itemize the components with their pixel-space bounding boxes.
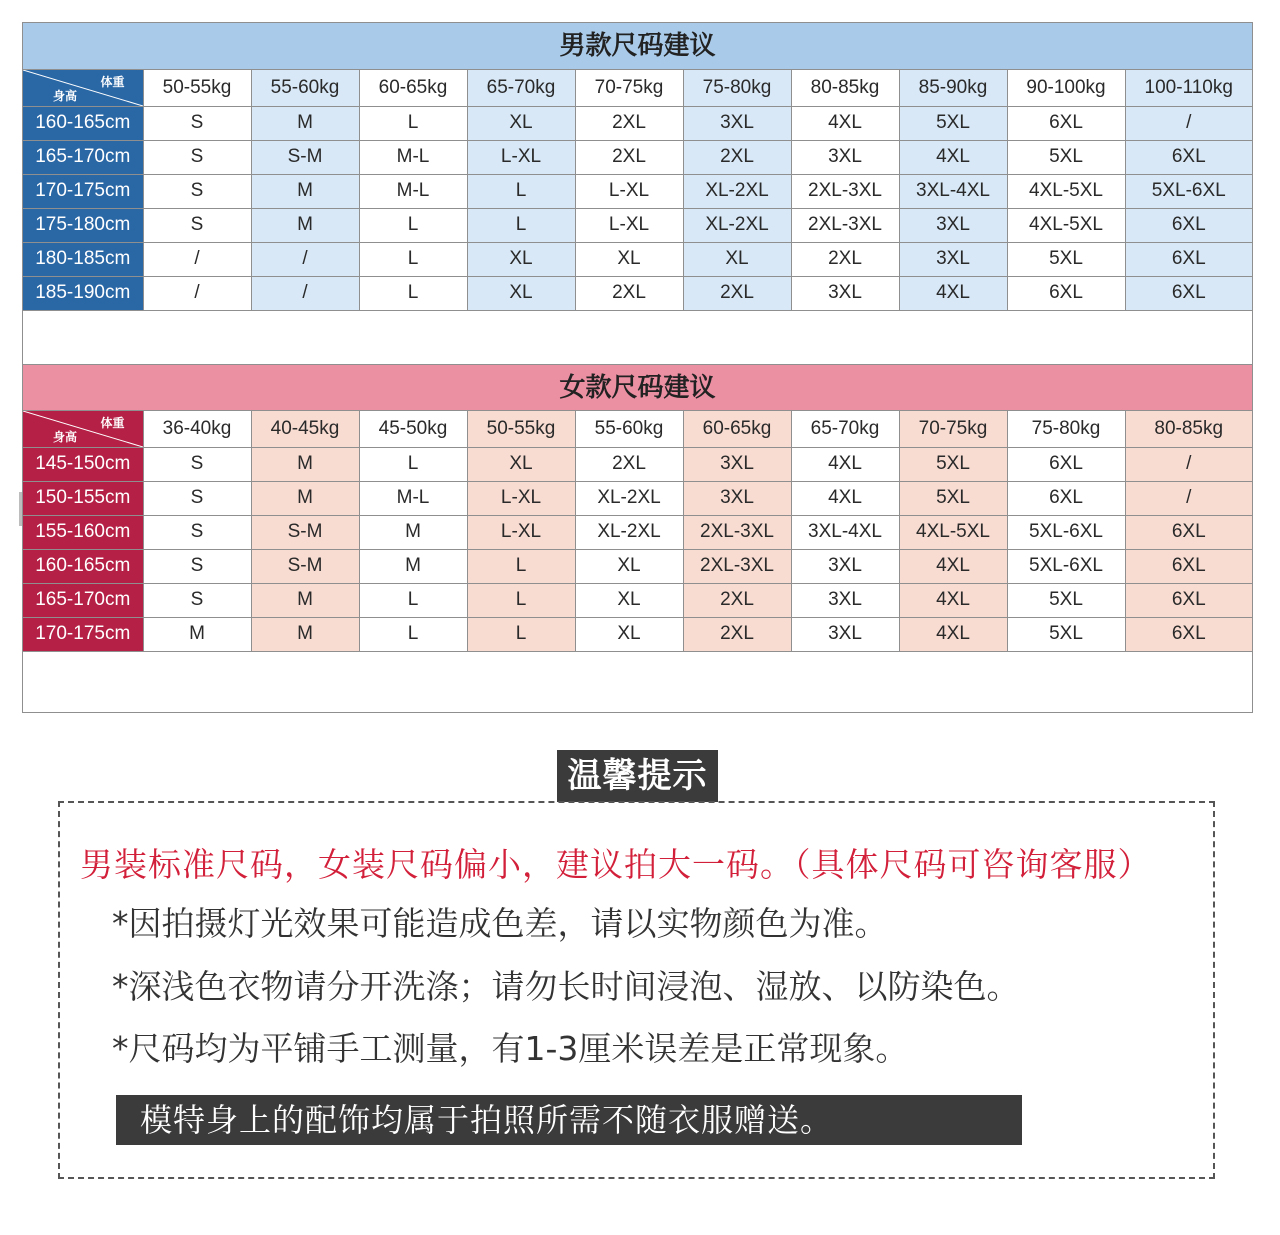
size-cell: S (143, 447, 251, 481)
size-cell: / (1125, 106, 1252, 140)
table-row (23, 242, 1252, 276)
size-chart-frame (22, 22, 1253, 713)
size-cell: 4XL (899, 617, 1007, 651)
size-cell: M (251, 208, 359, 242)
size-cell: 2XL (575, 106, 683, 140)
size-cell: 5XL (1007, 140, 1125, 174)
size-cell: / (143, 276, 251, 310)
size-cell: L (359, 617, 467, 651)
size-cell: XL (575, 583, 683, 617)
size-cell: 6XL (1125, 242, 1252, 276)
height-row-header: 165-170cm (23, 583, 143, 617)
size-cell: S (143, 481, 251, 515)
size-cell: XL (575, 549, 683, 583)
size-cell: L (359, 276, 467, 310)
size-cell: 2XL (683, 276, 791, 310)
size-cell: 4XL (899, 140, 1007, 174)
size-cell: 3XL (899, 208, 1007, 242)
size-cell: 3XL (899, 242, 1007, 276)
size-cell: 2XL (683, 583, 791, 617)
corner-height-label: 身高 (53, 429, 78, 444)
size-cell: 5XL-6XL (1007, 549, 1125, 583)
size-cell: 3XL (683, 481, 791, 515)
weight-header-cell: 50-55kg (143, 70, 251, 106)
tips-note-color: *因拍摄灯光效果可能造成色差，请以实物颜色为准。 (112, 904, 888, 943)
size-cell: XL (467, 276, 575, 310)
size-cell: M (251, 447, 359, 481)
table-row (23, 617, 1252, 651)
size-cell: 3XL (791, 140, 899, 174)
size-cell: 4XL-5XL (1007, 174, 1125, 208)
women-size-table (23, 411, 1252, 652)
size-cell: L (467, 208, 575, 242)
men-section-title: 男款尺码建议 (23, 23, 1252, 70)
size-cell: XL (683, 242, 791, 276)
size-cell: M-L (359, 481, 467, 515)
table-row (23, 106, 1252, 140)
tips-accessory-banner: 模特身上的配饰均属于拍照所需不随衣服赠送。 (116, 1095, 1022, 1145)
table-row (23, 276, 1252, 310)
size-cell: XL (467, 447, 575, 481)
weight-header-cell: 36-40kg (143, 411, 251, 447)
size-cell: XL-2XL (683, 174, 791, 208)
size-cell: M-L (359, 140, 467, 174)
height-row-header: 160-165cm (23, 106, 143, 140)
size-cell: XL (575, 617, 683, 651)
size-cell: M-L (359, 174, 467, 208)
weight-header-cell: 60-65kg (683, 411, 791, 447)
weight-header-cell: 85-90kg (899, 70, 1007, 106)
weight-header-cell: 75-80kg (1007, 411, 1125, 447)
tips-highlight: 男装标准尺码，女装尺码偏小，建议拍大一码。（具体尺码可咨询客服） (80, 845, 1152, 884)
size-cell: 2XL (791, 242, 899, 276)
size-cell: 2XL (683, 140, 791, 174)
height-row-header: 185-190cm (23, 276, 143, 310)
table-row (23, 208, 1252, 242)
height-row-header: 170-175cm (23, 617, 143, 651)
table-row (23, 174, 1252, 208)
women-weight-header-row (23, 411, 1252, 447)
height-row-header: 160-165cm (23, 549, 143, 583)
weight-header-cell: 65-70kg (467, 70, 575, 106)
weight-header-cell: 70-75kg (899, 411, 1007, 447)
size-cell: 2XL-3XL (791, 208, 899, 242)
size-cell: 3XL-4XL (791, 515, 899, 549)
size-cell: M (251, 583, 359, 617)
size-cell: S (143, 174, 251, 208)
size-cell: L (467, 583, 575, 617)
size-cell: 2XL (575, 447, 683, 481)
size-cell: L (467, 617, 575, 651)
size-cell: 5XL (1007, 583, 1125, 617)
size-cell: S (143, 549, 251, 583)
table-row (23, 447, 1252, 481)
table-row (23, 515, 1252, 549)
size-cell: 6XL (1125, 276, 1252, 310)
size-cell: 6XL (1125, 515, 1252, 549)
size-cell: 4XL-5XL (899, 515, 1007, 549)
weight-header-cell: 75-80kg (683, 70, 791, 106)
table-row (23, 481, 1252, 515)
weight-header-cell: 55-60kg (251, 70, 359, 106)
size-cell: 5XL-6XL (1007, 515, 1125, 549)
size-cell: M (251, 481, 359, 515)
size-cell: 5XL (899, 106, 1007, 140)
tips-box (58, 801, 1215, 1179)
men-corner-cell (23, 70, 143, 106)
height-row-header: 165-170cm (23, 140, 143, 174)
size-cell: 4XL (791, 447, 899, 481)
women-section-title: 女款尺码建议 (23, 364, 1252, 411)
size-cell: 2XL-3XL (791, 174, 899, 208)
size-cell: 5XL (899, 447, 1007, 481)
weight-header-cell: 65-70kg (791, 411, 899, 447)
size-cell: 3XL (791, 583, 899, 617)
height-row-header: 170-175cm (23, 174, 143, 208)
size-cell: XL (467, 106, 575, 140)
height-row-header: 155-160cm (23, 515, 143, 549)
size-cell: 6XL (1125, 549, 1252, 583)
size-cell: / (1125, 447, 1252, 481)
tips-note-measurement: *尺码均为平铺手工测量，有1-3厘米误差是正常现象。 (112, 1029, 909, 1068)
size-cell: 6XL (1007, 447, 1125, 481)
size-cell: L (359, 208, 467, 242)
size-cell: XL-2XL (683, 208, 791, 242)
weight-header-cell: 55-60kg (575, 411, 683, 447)
corner-height-label: 身高 (53, 88, 78, 103)
size-cell: L-XL (575, 174, 683, 208)
size-cell: L (359, 242, 467, 276)
size-cell: L (359, 583, 467, 617)
corner-diagonal-line (23, 70, 143, 106)
size-cell: 3XL-4XL (899, 174, 1007, 208)
size-cell: M (251, 617, 359, 651)
size-cell: 5XL-6XL (1125, 174, 1252, 208)
weight-header-cell: 45-50kg (359, 411, 467, 447)
size-cell: 4XL-5XL (1007, 208, 1125, 242)
size-cell: L-XL (467, 481, 575, 515)
size-cell: S-M (251, 140, 359, 174)
size-cell: 6XL (1125, 583, 1252, 617)
corner-weight-label: 体重 (100, 416, 125, 430)
table-row (23, 549, 1252, 583)
size-cell: 6XL (1007, 106, 1125, 140)
size-cell: 2XL-3XL (683, 515, 791, 549)
height-row-header: 175-180cm (23, 208, 143, 242)
size-cell: 3XL (791, 617, 899, 651)
size-cell: S (143, 106, 251, 140)
size-cell: L (467, 549, 575, 583)
size-cell: / (143, 242, 251, 276)
size-cell: XL (575, 242, 683, 276)
tips-note-washing: *深浅色衣物请分开洗涤；请勿长时间浸泡、湿放、以防染色。 (112, 967, 1020, 1006)
weight-header-cell: 100-110kg (1125, 70, 1252, 106)
size-cell: / (251, 276, 359, 310)
size-cell: M (251, 106, 359, 140)
weight-header-cell: 50-55kg (467, 411, 575, 447)
size-cell: 6XL (1007, 481, 1125, 515)
size-cell: 3XL (683, 447, 791, 481)
size-cell: 3XL (791, 549, 899, 583)
weight-header-cell: 40-45kg (251, 411, 359, 447)
weight-header-cell: 80-85kg (1125, 411, 1252, 447)
corner-weight-label: 体重 (100, 75, 125, 89)
size-cell: L-XL (467, 515, 575, 549)
size-cell: 5XL (899, 481, 1007, 515)
women-corner-cell (23, 411, 143, 447)
size-cell: 4XL (791, 106, 899, 140)
size-cell: S (143, 515, 251, 549)
size-cell: / (251, 242, 359, 276)
size-cell: 5XL (1007, 617, 1125, 651)
size-cell: 6XL (1125, 208, 1252, 242)
size-cell: 4XL (899, 549, 1007, 583)
size-cell: 6XL (1125, 617, 1252, 651)
size-cell: L (359, 106, 467, 140)
height-row-header: 180-185cm (23, 242, 143, 276)
table-row (23, 583, 1252, 617)
corner-diagonal-line (23, 411, 143, 447)
size-cell: L (467, 174, 575, 208)
tips-title: 温馨提示 (557, 750, 718, 802)
weight-header-cell: 60-65kg (359, 70, 467, 106)
weight-header-cell: 90-100kg (1007, 70, 1125, 106)
size-cell: 4XL (791, 481, 899, 515)
size-cell: 4XL (899, 276, 1007, 310)
size-cell: M (251, 174, 359, 208)
height-row-header: 150-155cm (23, 481, 143, 515)
size-cell: 3XL (683, 106, 791, 140)
size-cell: S (143, 583, 251, 617)
size-cell: L-XL (575, 208, 683, 242)
size-cell: 2XL (683, 617, 791, 651)
weight-header-cell: 70-75kg (575, 70, 683, 106)
size-cell: 3XL (791, 276, 899, 310)
size-cell: 2XL (575, 276, 683, 310)
size-cell: 2XL-3XL (683, 549, 791, 583)
size-cell: M (359, 515, 467, 549)
size-cell: 6XL (1125, 140, 1252, 174)
size-cell: 5XL (1007, 242, 1125, 276)
size-cell: M (143, 617, 251, 651)
size-cell: XL-2XL (575, 515, 683, 549)
size-cell: S (143, 208, 251, 242)
size-cell: 4XL (899, 583, 1007, 617)
size-cell: 2XL (575, 140, 683, 174)
size-cell: M (359, 549, 467, 583)
table-row (23, 140, 1252, 174)
size-cell: XL (467, 242, 575, 276)
women-size-section (23, 364, 1252, 652)
weight-header-cell: 80-85kg (791, 70, 899, 106)
size-cell: S (143, 140, 251, 174)
size-cell: 6XL (1007, 276, 1125, 310)
men-size-table (23, 70, 1252, 311)
men-weight-header-row (23, 70, 1252, 106)
size-cell: XL-2XL (575, 481, 683, 515)
size-cell: L (359, 447, 467, 481)
size-cell: S-M (251, 515, 359, 549)
size-cell: S-M (251, 549, 359, 583)
size-cell: / (1125, 481, 1252, 515)
height-row-header: 145-150cm (23, 447, 143, 481)
men-size-section (23, 23, 1252, 311)
size-cell: L-XL (467, 140, 575, 174)
